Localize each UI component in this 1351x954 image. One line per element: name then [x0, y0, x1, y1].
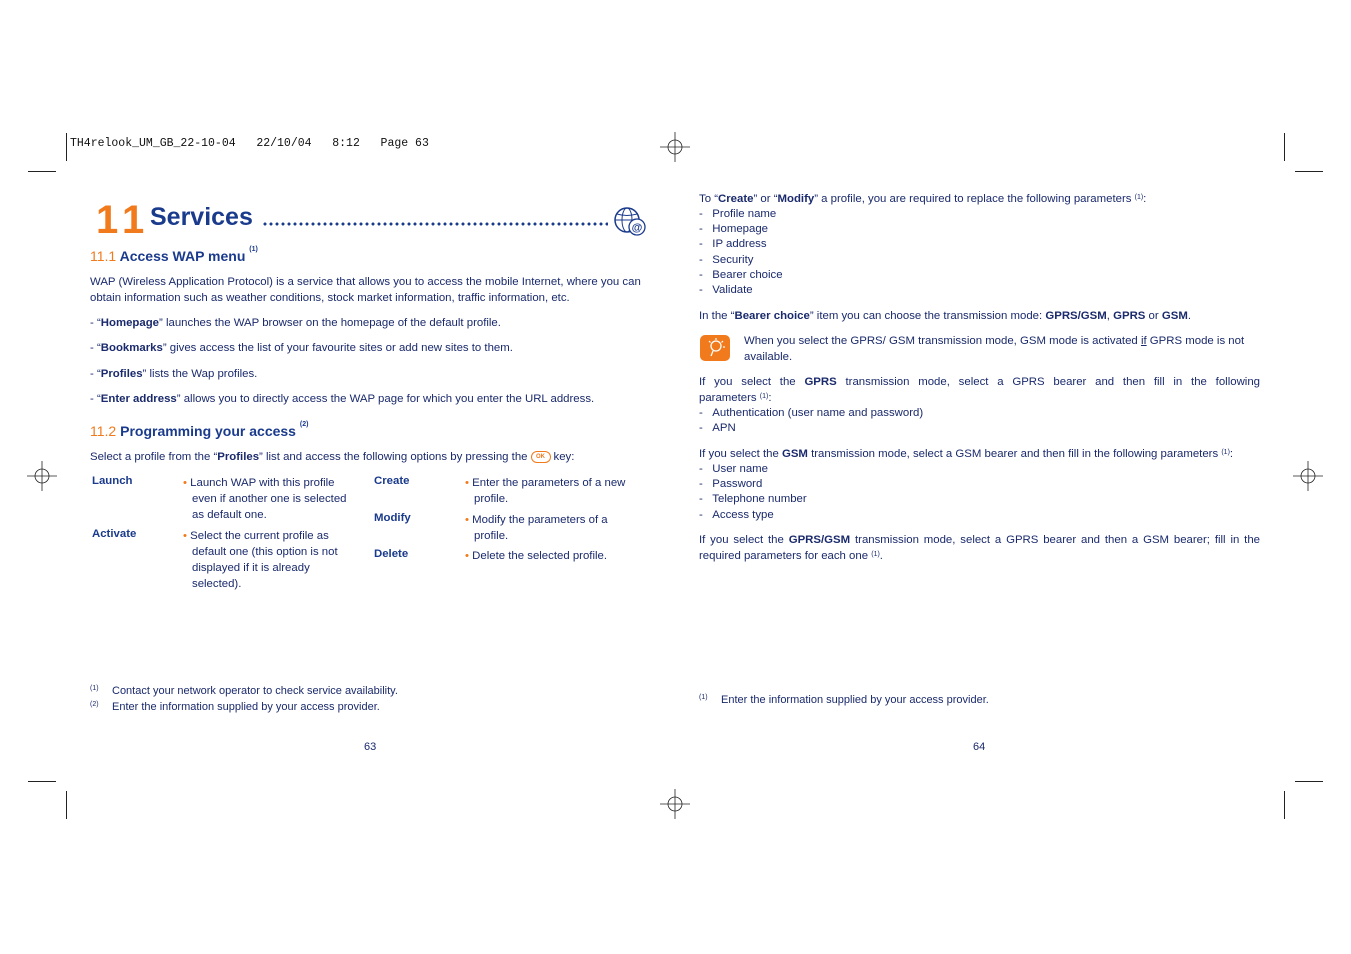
list-item-profiles: - “Profiles” lists the Wap profiles. — [90, 368, 258, 380]
option-desc-delete: • Delete the selected profile. — [465, 550, 608, 562]
option-label-launch: Launch — [92, 475, 133, 487]
option-label-modify: Modify — [374, 512, 411, 524]
option-label-delete: Delete — [374, 548, 409, 560]
option-desc-create: • Enter the parameters of a new profile. — [465, 477, 626, 505]
footnote: $^{(2)}$ Enter the information supplied by your access provider. — [90, 701, 380, 713]
wap-intro: WAP (Wireless Application Protocol) is a service that allows you to access the mobile Internet, where you can obtain information such as weather conditions, stock market information, traffic information, etc. — [90, 276, 641, 304]
option-desc-activate: • Select the current profile as default one (this option is not displayed if it is already selected). — [183, 530, 338, 590]
list-item: - APN — [699, 422, 736, 435]
tip-bulb-icon — [700, 335, 730, 361]
list-item: - Validate — [699, 284, 753, 297]
ok-key-icon: OK — [531, 451, 551, 463]
bearer-choice-text: In the “Bearer choice” item you can choose the transmission mode: GPRS/GSM, GPRS or GSM. — [699, 310, 1191, 322]
option-label-create: Create — [374, 475, 410, 487]
svg-text:@: @ — [631, 222, 643, 234]
option-desc-modify: • Modify the parameters of a profile. — [465, 514, 608, 542]
list-item: - Telephone number — [699, 493, 807, 506]
list-item: - Homepage — [699, 223, 769, 236]
list-item: - Security — [699, 253, 754, 266]
crop-mark — [1295, 171, 1323, 172]
chapter-number: 11 — [96, 198, 151, 242]
globe-at-icon — [612, 205, 648, 237]
gsm-list — [699, 462, 1099, 523]
section-heading-programming: 11.2 Programming your access $^{(2)}$ — [90, 421, 309, 439]
print-header: TH4relook_UM_GB_22-10-04 22/10/04 8:12 Page 63 — [70, 137, 429, 150]
list-item: - Profile name — [699, 208, 777, 220]
gsm-text: If you select the GSM transmission mode, select a GSM bearer and then fill in the following parameters $^{(1)}$: — [699, 448, 1234, 460]
crop-mark — [66, 133, 67, 161]
title-leader-dots — [262, 221, 608, 227]
crop-mark — [28, 171, 56, 172]
crop-mark — [66, 791, 67, 819]
registration-mark-icon — [1293, 461, 1323, 491]
list-item-homepage: - “Homepage” launches the WAP browser on the homepage of the default profile. — [90, 317, 501, 329]
registration-mark-icon — [27, 461, 57, 491]
registration-mark-icon — [660, 789, 690, 819]
list-item-enter-address: - “Enter address” allows you to directly access the WAP page for which you enter the URL address. — [90, 393, 595, 405]
list-item: - Access type — [699, 508, 774, 521]
footnote: $^{(1)}$ Contact your network operator to check service availability. — [90, 685, 398, 697]
option-label-activate: Activate — [92, 528, 137, 540]
registration-mark-icon — [660, 132, 690, 162]
page-number: 64 — [973, 741, 986, 753]
list-item: - Bearer choice — [699, 268, 783, 281]
select-profile-text: Select a profile from the “Profiles” list and access the following options by pressing the OK key: — [90, 451, 575, 463]
chapter-title: Services — [150, 203, 253, 231]
list-item: - User name — [699, 463, 769, 475]
tip-note: When you select the GPRS/ GSM transmission mode, GSM mode is activated if GPRS mode is not available. — [744, 335, 1245, 363]
params-list — [699, 207, 999, 298]
crop-mark — [1284, 791, 1285, 819]
gprs-list — [699, 406, 1099, 436]
crop-mark — [1295, 781, 1323, 782]
page-number: 63 — [364, 741, 377, 753]
gprsgsm-text: If you select the GPRS/GSM transmission mode, select a GPRS bearer and then a GSM bearer; fill in the required parameters for each one $^{(1)}$. — [699, 534, 1260, 562]
list-item: - Authentication (user name and password) — [699, 407, 924, 419]
list-item: - IP address — [699, 238, 767, 251]
list-item-bookmarks: - “Bookmarks” gives access the list of your favourite sites or add new sites to them. — [90, 342, 513, 354]
crop-mark — [1284, 133, 1285, 161]
option-desc-launch: • Launch WAP with this profile even if another one is selected as default one. — [183, 477, 347, 521]
footnote: $^{(1)}$ Enter the information supplied by your access provider. — [699, 694, 989, 706]
section-heading-wap: 11.1 Access WAP menu $^{(1)}$ — [90, 246, 258, 264]
gprs-text: If you select the GPRS transmission mode, select a GPRS bearer and then fill in the following parameters $^{(1)}$: — [699, 376, 1260, 404]
list-item: - Password — [699, 478, 763, 491]
params-intro: To “Create” or “Modify” a profile, you are required to replace the following parameters $^{(1)}$: — [699, 193, 1147, 205]
crop-mark — [28, 781, 56, 782]
